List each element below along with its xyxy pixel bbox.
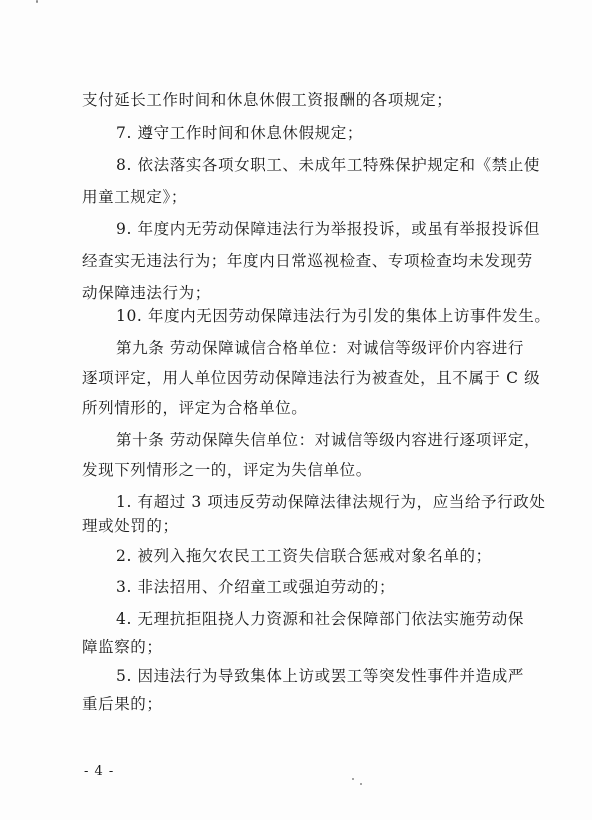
- section-heading-line: 第十条 劳动保障失信单位：对诚信等级内容进行逐项评定，: [116, 431, 541, 449]
- paragraph-line: 1. 有超过 3 项违反劳动保障法律法规行为，应当给予行政处: [116, 493, 546, 511]
- paragraph-line: 重后果的；: [82, 695, 163, 713]
- paragraph-line: 4. 无理抗拒阻挠人力资源和社会保障部门依法实施劳动保: [116, 610, 524, 628]
- paragraph-line: 2. 被列入拖欠农民工工资失信联合惩戒对象名单的；: [116, 547, 492, 565]
- scan-speck: [360, 783, 362, 785]
- paragraph-line: 经查实无违法行为；年度内日常巡视检查、专项检查均未发现劳: [82, 252, 533, 270]
- paragraph-line: 7. 遵守工作时间和休息休假规定；: [116, 124, 363, 142]
- paragraph-line: 障监察的；: [82, 638, 163, 656]
- paragraph-line: 9. 年度内无劳动保障违法行为举报投诉，或虽有举报投诉但: [116, 220, 541, 238]
- paragraph-line: 用童工规定》；: [82, 188, 187, 206]
- paragraph-line: 5. 因违法行为导致集体上访或罢工等突发性事件并造成严: [116, 667, 524, 685]
- paragraph-line: 动保障违法行为；: [82, 284, 211, 302]
- paragraph-line: 所列情形的，评定为合格单位。: [82, 399, 308, 417]
- paragraph-line: 3. 非法招用、介绍童工或强迫劳动的；: [116, 578, 396, 596]
- paragraph-line: 理或处罚的；: [82, 517, 179, 535]
- section-heading-line: 第九条 劳动保障诚信合格单位：对诚信等级评价内容进行: [116, 339, 525, 357]
- paragraph-line: 10. 年度内无因劳动保障违法行为引发的集体上访事件发生。: [116, 307, 551, 325]
- paragraph-line: 发现下列情形之一的，评定为失信单位。: [82, 461, 372, 479]
- scan-speck: [36, 0, 38, 3]
- page-number: - 4 -: [84, 764, 115, 779]
- paragraph-line: 逐项评定，用人单位因劳动保障违法行为被查处，且不属于 C 级: [82, 369, 541, 387]
- scan-speck: [352, 778, 354, 780]
- paragraph-line: 支付延长工作时间和休息休假工资报酬的各项规定；: [82, 91, 453, 109]
- paragraph-line: 8. 依法落实各项女职工、未成年工特殊保护规定和《禁止使: [116, 156, 541, 174]
